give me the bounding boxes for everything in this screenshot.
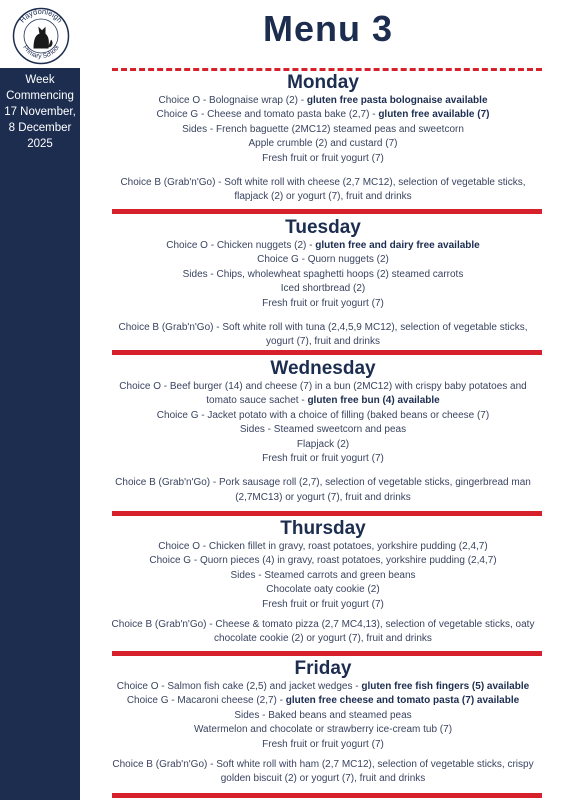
day-heading: Tuesday (285, 217, 361, 238)
day-heading: Thursday (280, 518, 366, 539)
fruit: Fresh fruit or fruit yogurt (7) (262, 738, 384, 750)
choice-o: Choice O - Beef burger (14) and cheese (7) in a bun (2MC12) with crispy baby potatoes and tomato sauce sachet - gluten free bun (4) available (119, 381, 527, 407)
day-divider (112, 350, 542, 355)
fruit: Fresh fruit or fruit yogurt (7) (262, 598, 384, 610)
school-logo (12, 7, 70, 65)
page-title: Menu 3 (262, 8, 393, 49)
day-thursday (80, 518, 566, 647)
grab-n-go: Choice B (Grab'n'Go) - Pork sausage roll (2,7), selection of vegetable sticks, gingerbread man (2,7MC13) or yogurt (7), fruit and drinks (115, 477, 531, 503)
sides: Sides - Chips, wholewheat spaghetti hoops (2) steamed carrots (182, 268, 464, 280)
svg-text:Primary School: Primary School (21, 44, 61, 61)
week-line: Commencing (6, 90, 74, 102)
day-heading: Monday (287, 72, 359, 93)
dessert: Watermelon and chocolate or strawberry ice-cream tub (7) (193, 724, 453, 736)
choice-o: Choice O - Bolognaise wrap (2) - gluten free pasta bolognaise available (158, 95, 488, 106)
dessert: Iced shortbread (2) (280, 283, 366, 295)
dessert: Flapjack (2) (296, 438, 350, 450)
day-tuesday (80, 217, 566, 350)
grab-n-go: Choice B (Grab'n'Go) - Soft white roll with ham (2,7 MC12), selection of vegetable sticks, crispy golden biscuit (2) or yogurt (7), fruit and drinks (112, 759, 534, 785)
week-commencing (0, 72, 80, 152)
day-heading: Wednesday (270, 358, 376, 379)
grab-n-go: Choice B (Grab'n'Go) - Soft white roll with cheese (2,7 MC12), selection of vegetable sticks, flapjack (2) or yogurt (7), fruit and drinks (120, 177, 526, 203)
choice-g: Choice G - Jacket potato with a choice of filling (baked beans or cheese (7) (156, 409, 490, 421)
fruit: Fresh fruit or fruit yogurt (7) (262, 297, 384, 309)
sides: Sides - Baked beans and steamed peas (234, 709, 412, 721)
choice-g: Choice G - Quorn nuggets (2) (257, 254, 389, 266)
day-friday (80, 658, 566, 787)
day-heading: Friday (294, 658, 352, 679)
choice-g: Choice G - Quorn pieces (4) in gravy, roast potatoes, yorkshire pudding (2,4,7) (149, 555, 497, 567)
choice-o: Choice O - Chicken nuggets (2) - gluten free and dairy free available (166, 240, 480, 251)
sidebar (0, 68, 80, 800)
day-divider (112, 511, 542, 516)
choice-o: Choice O - Chicken fillet in gravy, roast potatoes, yorkshire pudding (2,4,7) (158, 541, 488, 552)
sides: Sides - Steamed sweetcorn and peas (239, 424, 407, 436)
title-divider (112, 68, 542, 71)
choice-g: Choice G - Cheese and tomato pasta bake (2,7) - gluten free available (7) (156, 109, 490, 121)
day-divider (112, 793, 542, 798)
choice-g: Choice G - Macaroni cheese (2,7) - gluten free cheese and tomato pasta (7) available (126, 695, 520, 707)
sides: Sides - Steamed carrots and green beans (230, 569, 416, 581)
day-monday (80, 72, 566, 205)
week-line: 17 November, (4, 106, 76, 118)
week-line: Week (25, 74, 55, 86)
choice-o: Choice O - Salmon fish cake (2,5) and jacket wedges - gluten free fish fingers (5) available (116, 681, 530, 692)
sides: Sides - French baguette (2MC12) steamed peas and sweetcorn (182, 123, 464, 135)
week-line: 2025 (27, 138, 53, 150)
grab-n-go: Choice B (Grab'n'Go) - Cheese & tomato pizza (2,7 MC4,13), selection of vegetable sticks, oaty chocolate cookie (2) or yogurt (7), fruit and drinks (111, 619, 535, 645)
day-divider (112, 209, 542, 214)
day-wednesday (80, 358, 566, 505)
logo-text: Haydonleigh (17, 7, 65, 25)
fruit: Fresh fruit or fruit yogurt (7) (262, 453, 384, 465)
dessert: Chocolate oaty cookie (2) (266, 584, 380, 596)
week-line: 8 December (8, 122, 72, 134)
grab-n-go: Choice B (Grab'n'Go) - Soft white roll with tuna (2,4,5,9 MC12), selection of vegetable sticks, yogurt (7), fruit and drinks (118, 322, 528, 348)
day-divider (112, 651, 542, 656)
dessert: Apple crumble (2) and custard (7) (248, 138, 398, 150)
fruit: Fresh fruit or fruit yogurt (7) (262, 152, 384, 164)
